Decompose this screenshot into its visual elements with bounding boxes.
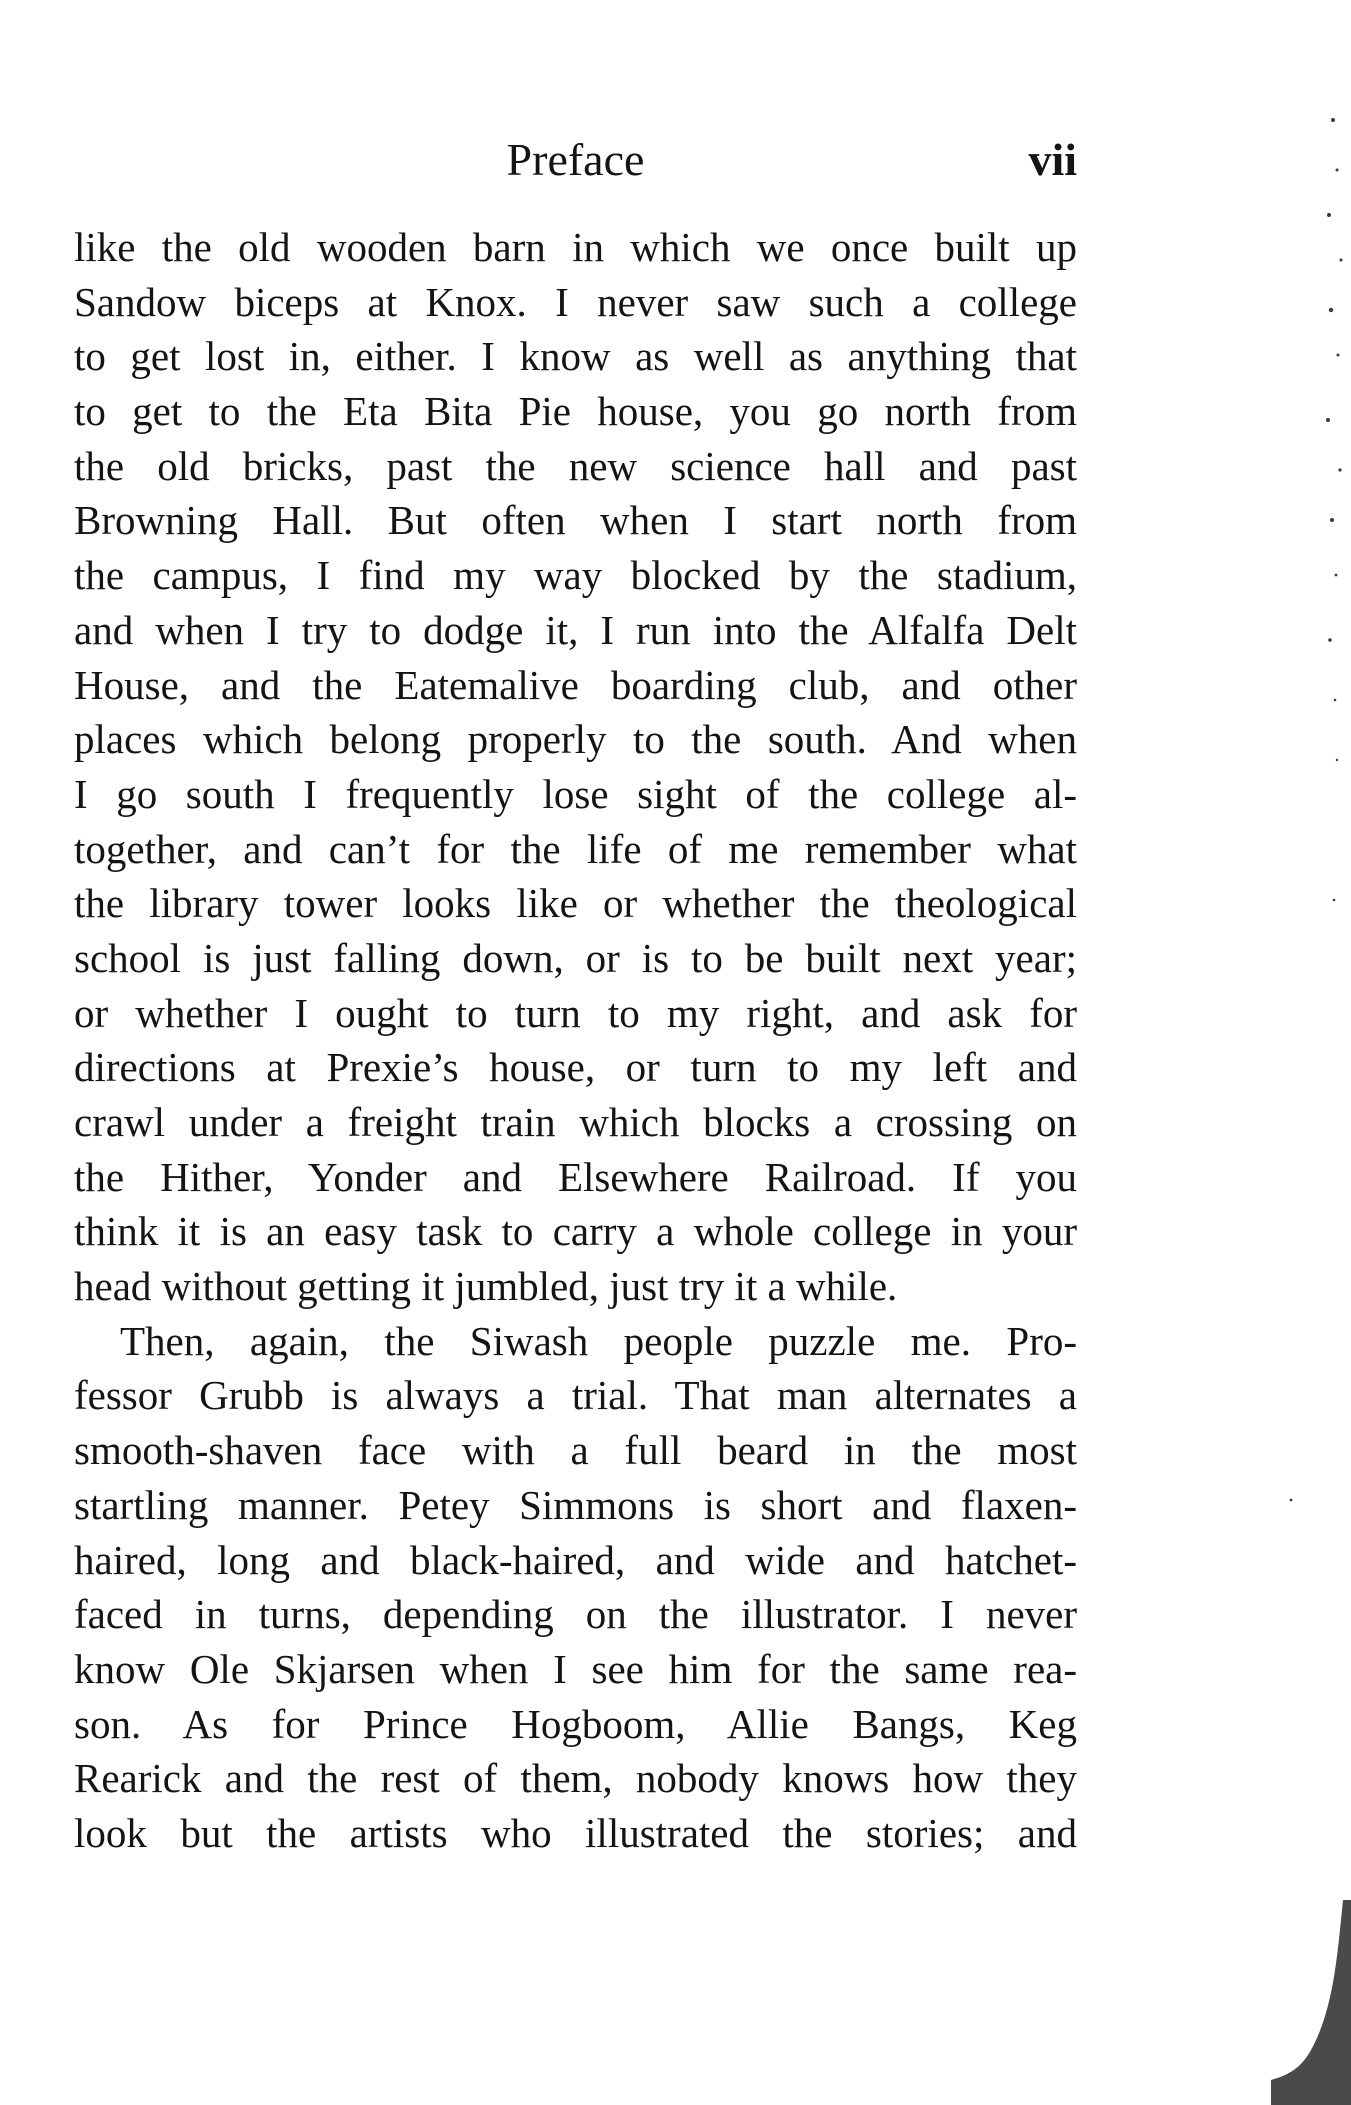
text-line: Sandow biceps at Knox. I never saw such a college (74, 278, 1077, 325)
text-line: the campus, I find my way blocked by the stadium, (74, 552, 1077, 599)
text-line: to get lost in, either. I know as well as anything that (74, 333, 1077, 380)
text-line: House, and the Eatemalive boarding club, and other (74, 661, 1077, 708)
text-line: son. As for Prince Hogboom, Allie Bangs, Keg (74, 1700, 1077, 1747)
text-line: know Ole Skjarsen when I see him for the same rea- (74, 1645, 1077, 1692)
text-line: haired, long and black-haired, and wide and hatchet- (74, 1536, 1077, 1583)
text-line: the library tower looks like or whether the theological (74, 880, 1077, 927)
text-line: and when I try to dodge it, I run into the Alfalfa Delt (74, 606, 1077, 653)
text-line: the Hither, Yonder and Elsewhere Railroad. If you (74, 1153, 1077, 1200)
text-line: I go south I frequently lose sight of the college al- (74, 770, 1077, 817)
text-line: or whether I ought to turn to my right, and ask for (74, 989, 1077, 1036)
text-line: head without getting it jumbled, just try it a while. (74, 1263, 898, 1310)
text-line: crawl under a freight train which blocks a crossing on (74, 1099, 1077, 1145)
text-line: fessor Grubb is always a trial. That man alternates a (74, 1372, 1077, 1419)
text-line: Rearick and the rest of them, nobody knows how they (74, 1755, 1077, 1802)
body-text (74, 220, 1077, 1861)
text-line: together, and can’t for the life of me remember what (74, 825, 1077, 872)
text-line: like the old wooden barn in which we once built up (74, 224, 1077, 270)
text-line: faced in turns, depending on the illustrator. I never (74, 1591, 1077, 1638)
text-line: look but the artists who illustrated the stories; and (74, 1809, 1077, 1856)
text-line: school is just falling down, or is to be built next year; (74, 934, 1077, 981)
running-title: Preface (506, 134, 645, 185)
text-line: directions at Prexie’s house, or turn to my left and (74, 1044, 1077, 1091)
text-line: Then, again, the Siwash people puzzle me. Pro- (120, 1317, 1077, 1364)
scan-edge-artifact (1271, 0, 1351, 2105)
text-line: think it is an easy task to carry a whole college in your (74, 1208, 1077, 1255)
text-line: startling manner. Petey Simmons is short and flaxen- (74, 1481, 1077, 1528)
text-line: smooth-shaven face with a full beard in the most (74, 1427, 1077, 1474)
text-line: Browning Hall. But often when I start north from (74, 497, 1077, 544)
text-line: places which belong properly to the south. And when (74, 716, 1077, 763)
text-line: the old bricks, past the new science hall and past (74, 442, 1077, 489)
text-line: to get to the Eta Bita Pie house, you go north from (74, 388, 1077, 435)
running-head (74, 130, 1077, 190)
page-number: vii (1028, 134, 1077, 185)
